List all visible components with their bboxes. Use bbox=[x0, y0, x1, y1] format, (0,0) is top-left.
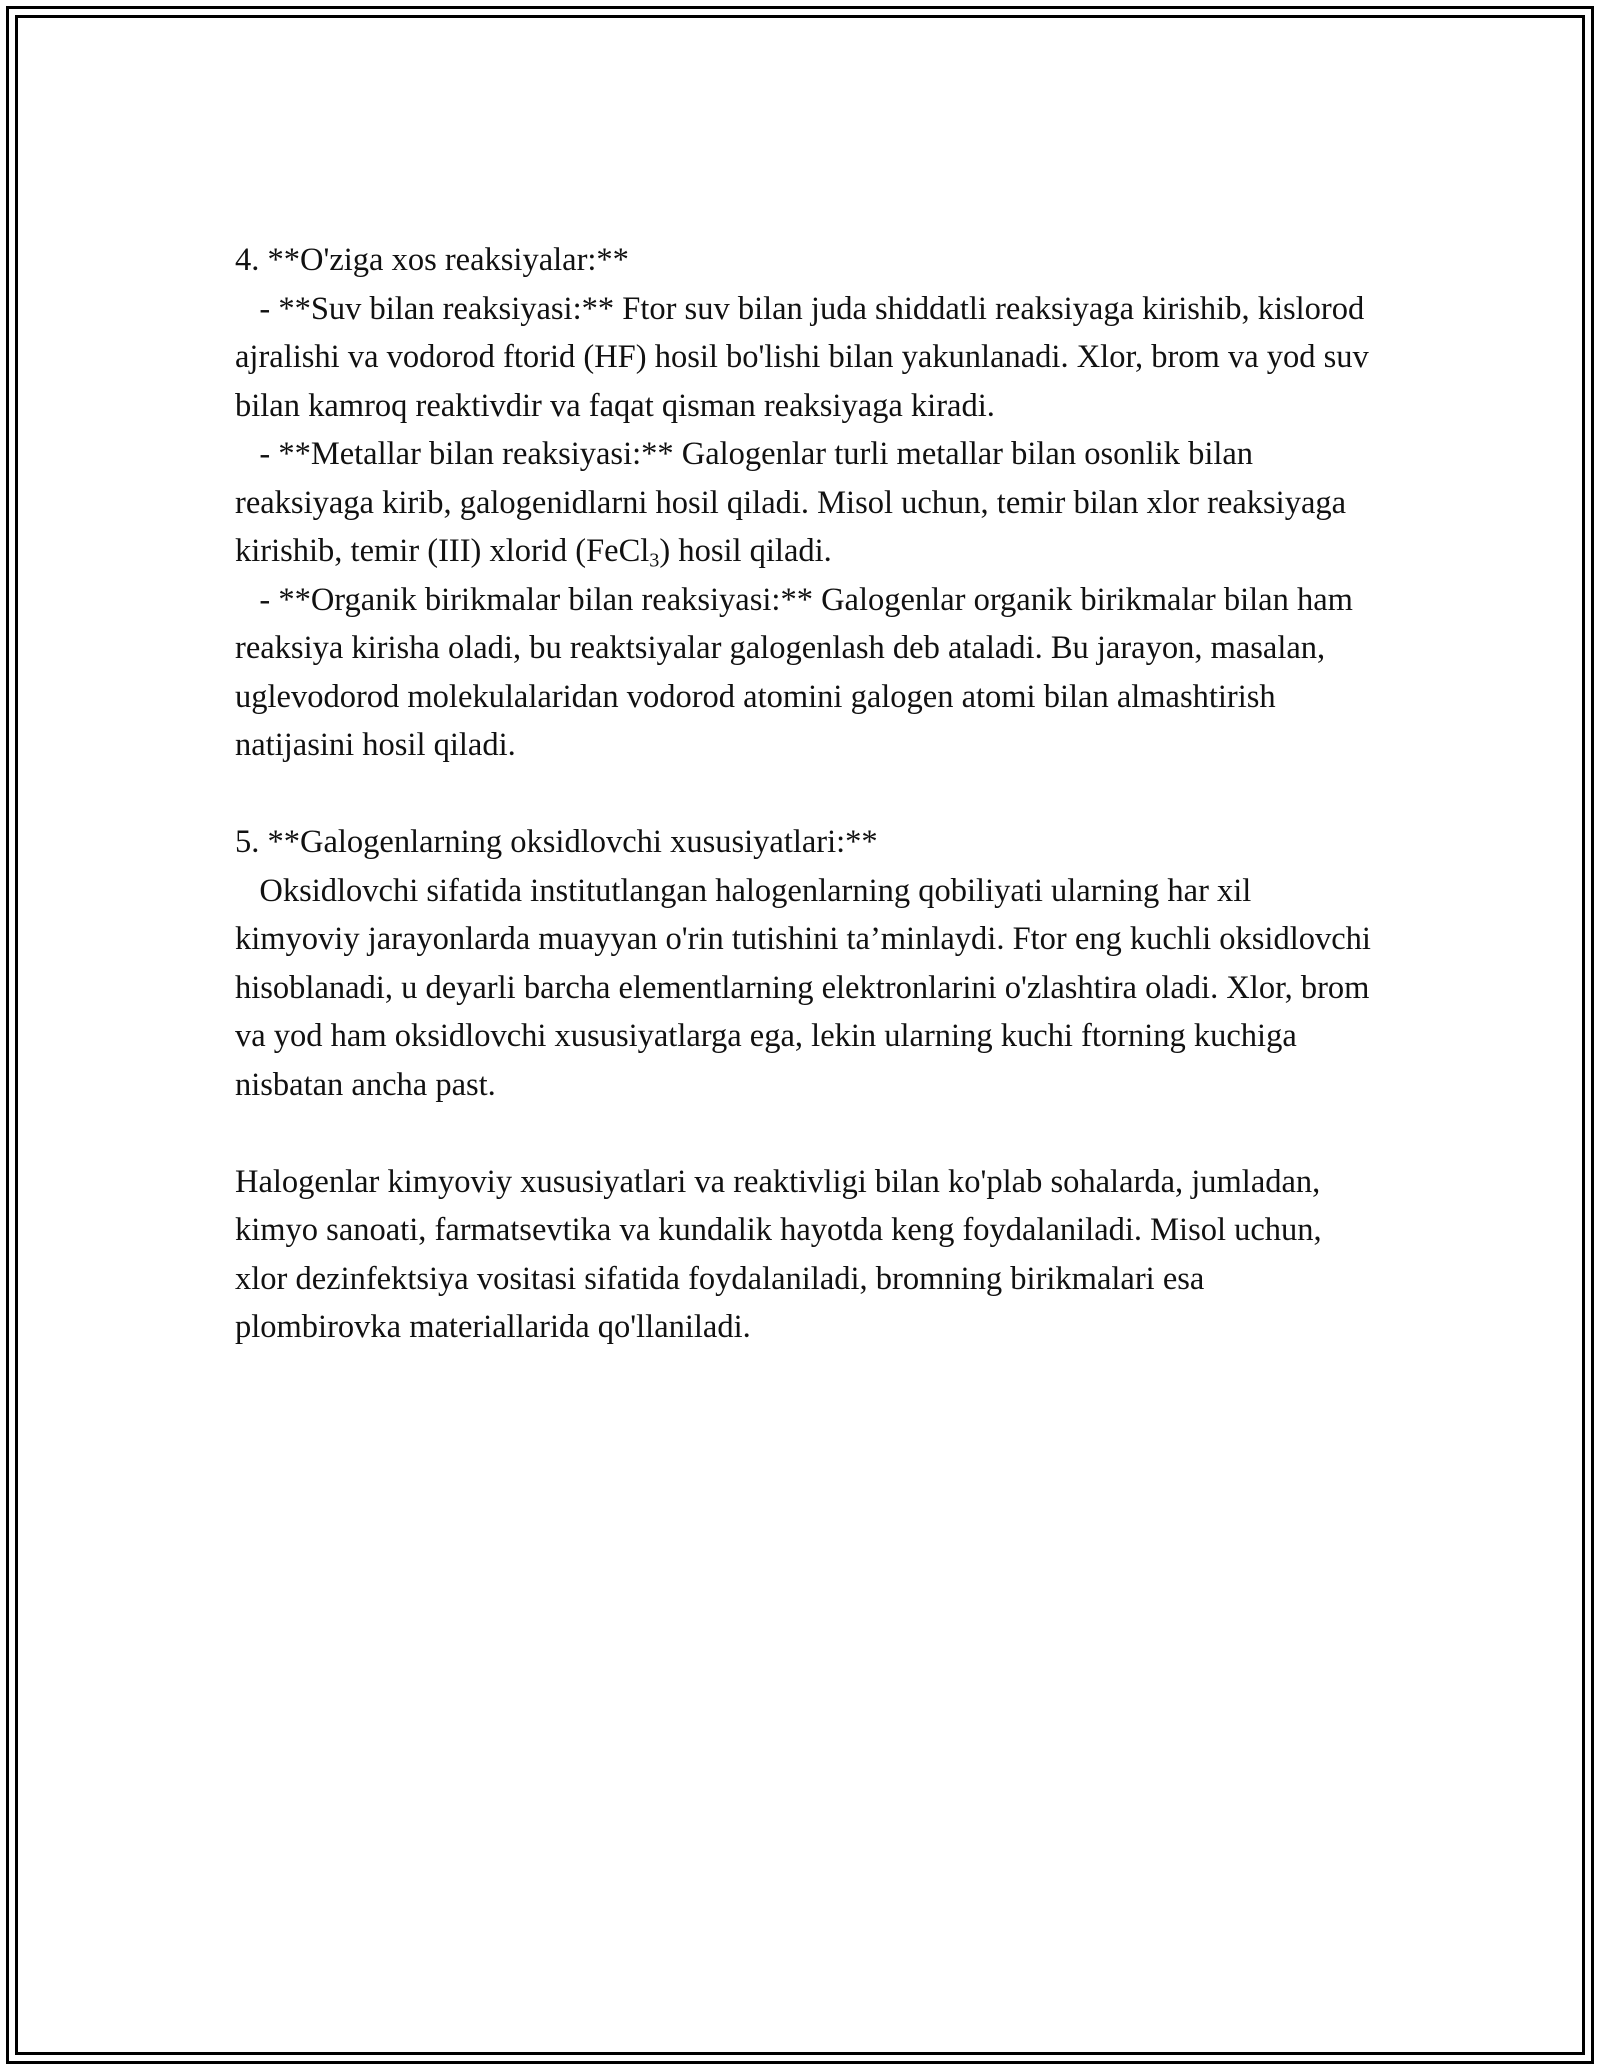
section-4-item-metals bbox=[235, 430, 1375, 576]
metals-text-end: ) hosil qiladi. bbox=[659, 533, 832, 569]
paragraph-gap bbox=[235, 770, 1375, 819]
section-5-body: Oksidlovchi sifatida institutlangan halogenlarning qobiliyati ularning har xil kimyoviy jarayonlarda muayyan o'rin tutishini ta’minlaydi. Ftor eng kuchli oksidlovchi hisoblanadi, u deyarli barcha elementlarning elektronlarini o'zlashtira oladi. Xlor, brom va yod ham oksidlovchi xususiyatlarga ega, lekin ularning kuchi ftorning kuchiga nisbatan ancha past. bbox=[235, 872, 1380, 1103]
section-4-heading: 4. **O'ziga xos reaksiyalar:** bbox=[235, 242, 629, 278]
metals-text-start: - **Metallar bilan reaksiyasi:** Galogenlar turli metallar bilan osonlik bilan reaksiyaga kirib, galogenidlarni hosil qiladi. Misol uchun, temir bilan xlor reaksiyaga kirishib, temir (III) xlorid (FeCl bbox=[235, 436, 1355, 569]
section-4-item-water: - **Suv bilan reaksiyasi:** Ftor suv bilan juda shiddatli reaksiyaga kirishib, kislorod ajralishi va vodorod ftorid (HF) hosil bo'lishi bilan yakunlanadi. Xlor, brom va yod suv bilan kamroq reaktivdir va faqat qisman reaksiyaga kiradi. bbox=[235, 290, 1377, 424]
paragraph-gap bbox=[235, 1109, 1375, 1158]
section-5-heading: 5. **Galogenlarning oksidlovchi xususiyatlari:** bbox=[235, 824, 878, 860]
section-4-item-organic: - **Organik birikmalar bilan reaksiyasi:** Galogenlar organik birikmalar bilan ham reaksiya kirisha oladi, bu reaktsiyalar galogenlash deb ataladi. Bu jarayon, masalan, uglevodorod molekulalaridan vodorod atomini galogen atomi bilan almashtirish natijasini hosil qiladi. bbox=[235, 581, 1362, 763]
conclusion-paragraph: Halogenlar kimyoviy xususiyatlari va reaktivligi bilan ko'plab sohalarda, jumladan, kimyo sanoati, farmatsevtika va kundalik hayotda keng foydalaniladi. Misol uchun, xlor dezinfektsiya vositasi sifatida foydalaniladi, bromning birikmalari esa plombirovka materiallarida qo'llaniladi. bbox=[235, 1163, 1330, 1345]
document-body bbox=[235, 236, 1380, 1352]
fecl3-subscript: 3 bbox=[649, 549, 660, 572]
